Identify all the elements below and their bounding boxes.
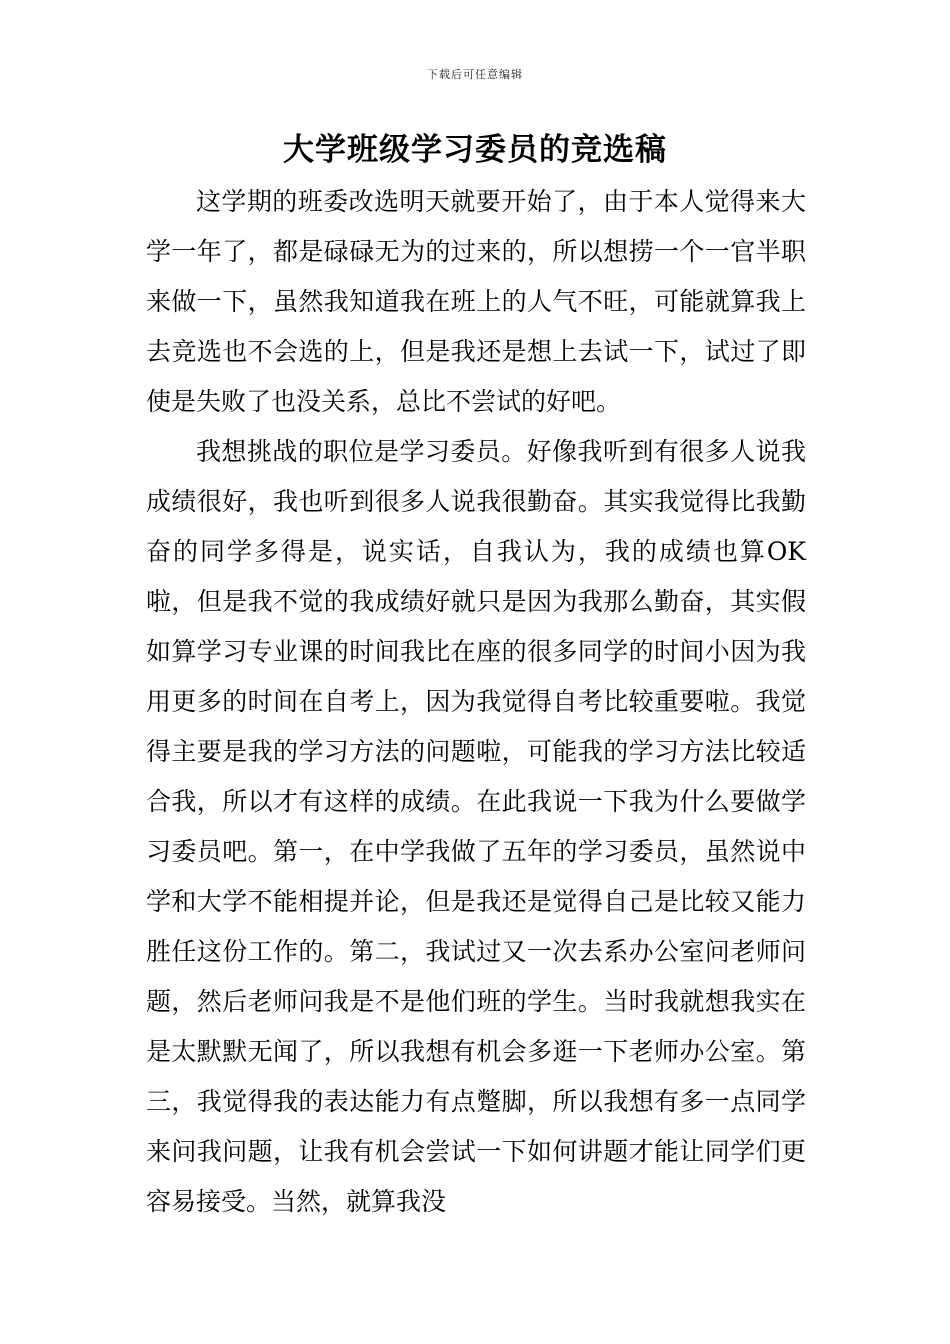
paragraph-2: 我想挑战的职位是学习委员。好像我听到有很多人说我成绩很好，我也听到很多人说我很勤奋。其实我觉得比我勤奋的同学多得是，说实话，自我认为，我的成绩也算OK啦，但是我不觉的我成绩好就只是因为我那么勤奋，其实假如算学习专业课的时间我比在座的很多同学的时间小因为我用更多的时间在自考上，因为我觉得自考比较重要啦。我觉得主要是我的学习方法的问题啦，可能我的学习方法比较适合我，所以才有这样的成绩。在此我说一下我为什么要做学习委员吧。第一，在中学我做了五年的学习委员，虽然说中学和大学不能相提并论，但是我还是觉得自己是比较又能力胜任这份工作的。第二，我试过又一次去系办公室问老师问题，然后老师问我是不是他们班的学生。当时我就想我实在是太默默无闻了，所以我想有机会多逛一下老师办公室。第三，我觉得我的表达能力有点蹩脚，所以我想有多一点同学来问我问题，让我有机会尝试一下如何讲题才能让同学们更容易接受。当然，就算我没	[146, 437, 806, 1216]
header-note: 下载后可任意编辑	[427, 68, 523, 81]
document-body	[146, 177, 806, 1227]
paragraph-1: 这学期的班委改选明天就要开始了，由于本人觉得来大学一年了，都是碌碌无为的过来的，所以想捞一个一官半职来做一下，虽然我知道我在班上的人气不旺，可能就算我上去竞选也不会选的上，但是我还是想上去试一下，试过了即使是失败了也没关系，总比不尝试的好吧。	[146, 187, 806, 416]
page-title: 大学班级学习委员的竞选稿	[283, 132, 667, 168]
